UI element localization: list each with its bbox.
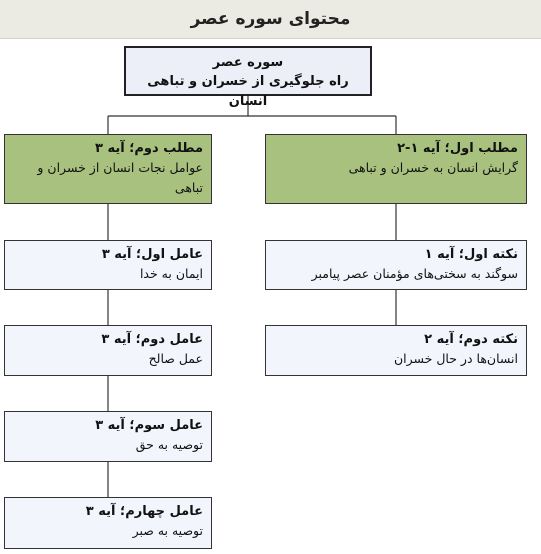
right-item-title: نکته دوم؛ آیه ۲ — [424, 332, 518, 347]
right-item-title: نکته اول؛ آیه ۱ — [424, 247, 518, 262]
right-main-node — [265, 134, 527, 204]
left-item-text: عمل صالح — [148, 351, 203, 366]
right-item-text: انسان‌ها در حال خسران — [393, 351, 518, 366]
right-main-text: گرایش انسان به خسران و تباهی — [348, 160, 518, 175]
right-main-title: مطلب اول؛ آیه ۱-۲ — [397, 141, 518, 156]
left-item-title: عامل چهارم؛ آیه ۳ — [85, 504, 203, 519]
left-main-title: مطلب دوم؛ آیه ۳ — [95, 141, 203, 156]
right-item-node — [265, 325, 527, 376]
left-item-node — [4, 411, 212, 462]
root-node — [124, 46, 372, 109]
left-main-node — [4, 134, 212, 204]
right-item-node — [265, 240, 527, 290]
root-text: راه جلوگیری از خسران و تباهی انسان — [147, 74, 349, 109]
left-item-text: ایمان به خدا — [139, 266, 203, 281]
diagram-title: محتوای سوره عصر — [190, 9, 351, 29]
left-item-text: توصیه به صبر — [132, 523, 203, 538]
left-item-node — [4, 497, 212, 549]
root-title: سوره عصر — [212, 55, 284, 70]
left-item-node — [4, 240, 212, 290]
left-main-text: عوامل نجات انسان از خسران و تباهی — [37, 160, 203, 195]
left-item-title: عامل سوم؛ آیه ۳ — [95, 418, 203, 433]
left-item-text: توصیه به حق — [135, 437, 203, 452]
left-item-title: عامل دوم؛ آیه ۳ — [101, 332, 203, 347]
left-item-node — [4, 325, 212, 376]
left-item-title: عامل اول؛ آیه ۳ — [101, 247, 203, 262]
right-item-text: سوگند به سختی‌های مؤمنان عصر پیامبر — [311, 266, 518, 281]
